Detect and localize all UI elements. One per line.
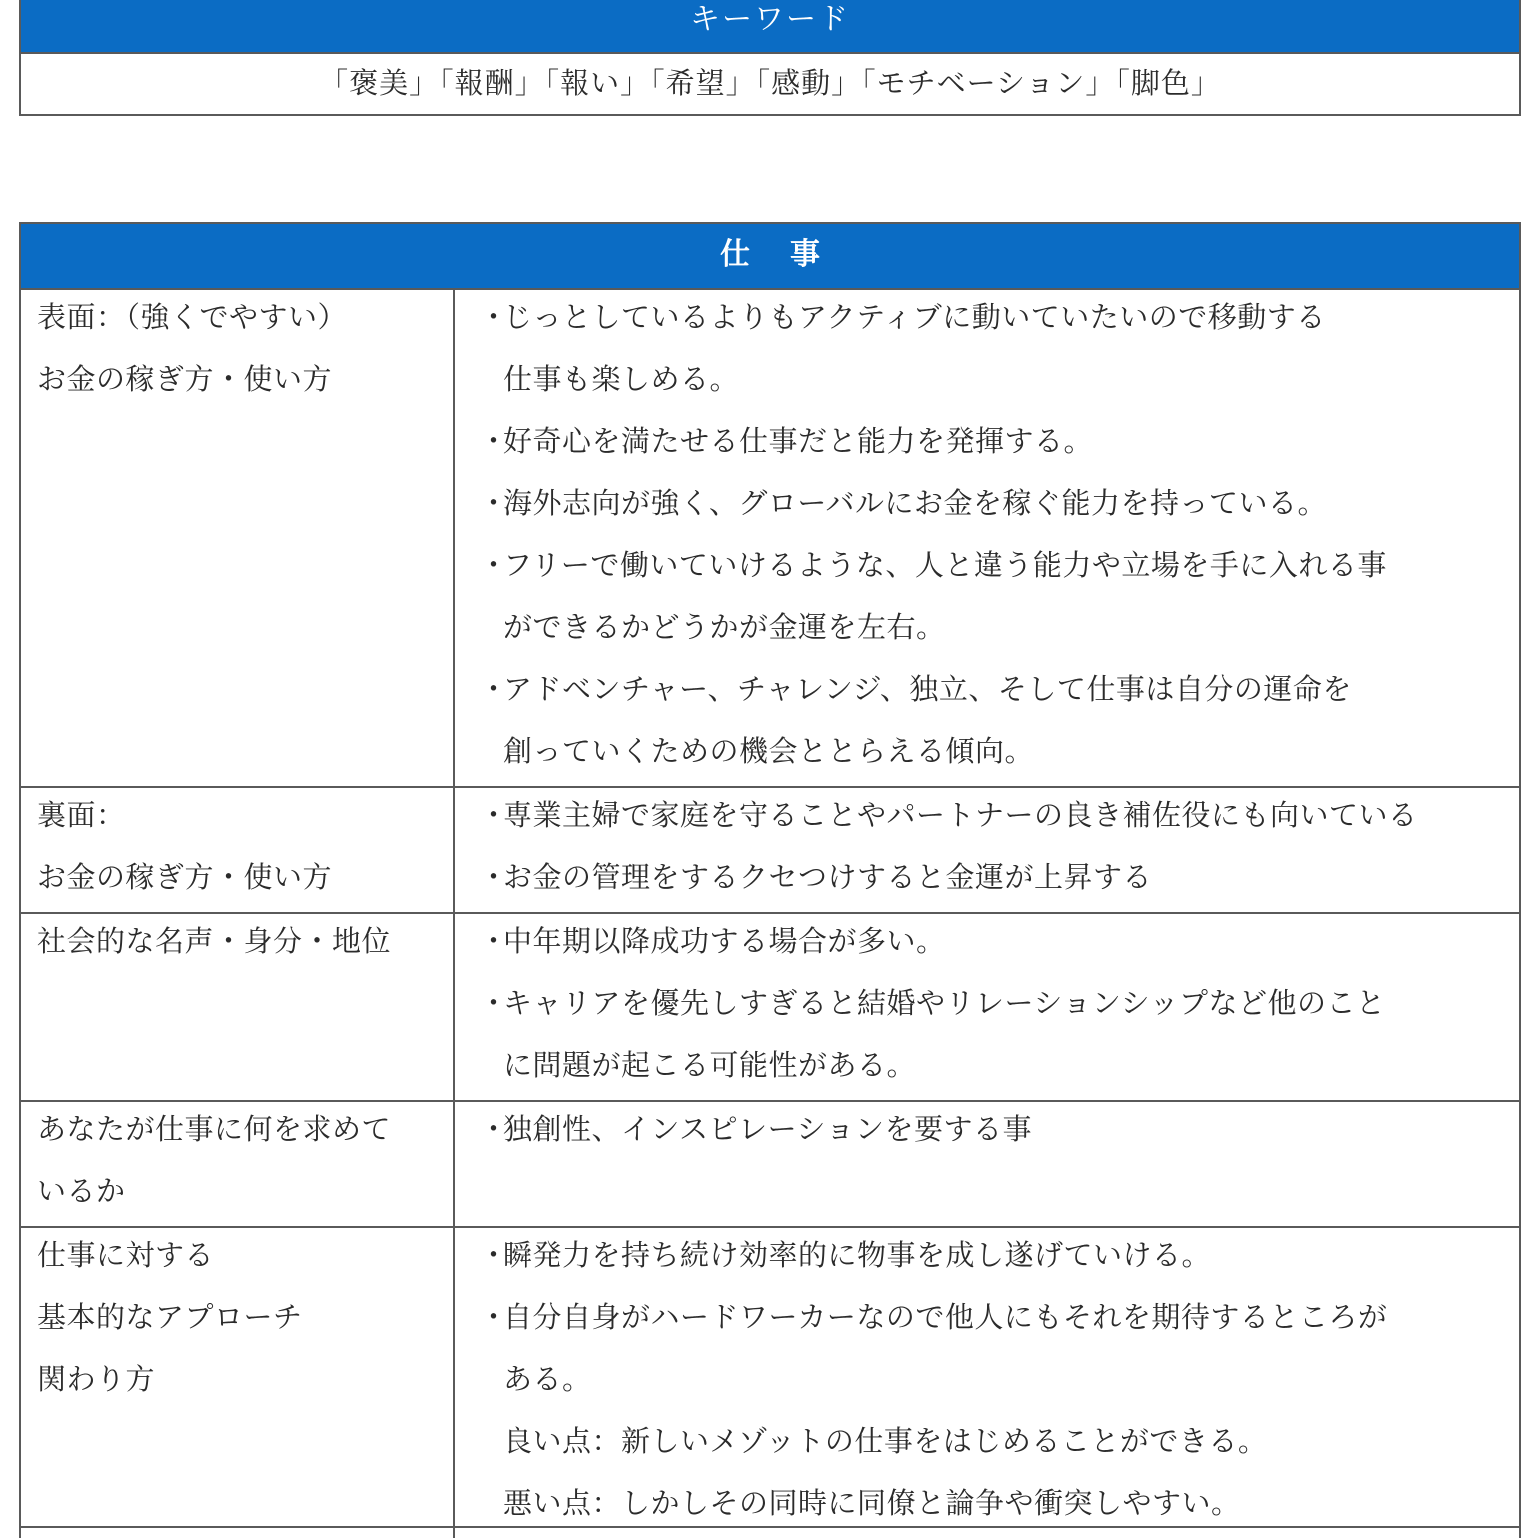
row-content-line bbox=[479, 1228, 1519, 1290]
row-content-line bbox=[479, 850, 1519, 912]
row-content-text: じっとしているよりもアクティブに動いていたいので移動する bbox=[503, 300, 1326, 334]
row-content-cell bbox=[455, 290, 1519, 786]
row-label-text: 関わり方 bbox=[37, 1362, 156, 1396]
table-row bbox=[21, 288, 1519, 786]
table-row bbox=[21, 912, 1519, 1100]
row-content-text: 仕事も楽しめる。 bbox=[503, 362, 740, 396]
row-content-line bbox=[479, 1414, 1519, 1476]
work-table-body bbox=[21, 288, 1519, 1538]
row-content-line bbox=[479, 1290, 1519, 1352]
row-content-line bbox=[479, 1102, 1519, 1164]
row-label-text: 裏面： bbox=[37, 798, 126, 832]
row-content-text: 独創性、インスピレーションを要する事 bbox=[503, 1112, 1032, 1146]
row-content-text: フリーで働いていけるような、人と違う能力や立場を手に入れる事 bbox=[503, 548, 1387, 582]
row-content-cell bbox=[455, 914, 1519, 1100]
keyword-table bbox=[19, 0, 1521, 116]
row-content-text: 瞬発力を持ち続け効率的に物事を成し遂げていける。 bbox=[503, 1238, 1212, 1272]
row-content-text: に問題が起こる可能性がある。 bbox=[503, 1048, 917, 1082]
row-content-line bbox=[479, 976, 1519, 1038]
row-content-line bbox=[479, 1038, 1519, 1100]
bullet-marker: ・ bbox=[479, 1300, 509, 1334]
row-content-text: キャリアを優先しすぎると結婚やリレーションシップなど他のこと bbox=[503, 986, 1386, 1020]
bullet-marker: ・ bbox=[479, 672, 509, 706]
row-label-cell bbox=[21, 1102, 455, 1226]
keyword-table-header: キーワード bbox=[21, 0, 1519, 52]
row-content-text: お金の管理をするクセつけすると金運が上昇する bbox=[503, 860, 1153, 894]
table-row bbox=[21, 1100, 1519, 1226]
row-label-text: お金の稼ぎ方・使い方 bbox=[37, 362, 333, 396]
bullet-marker: ・ bbox=[479, 300, 509, 334]
row-content-line bbox=[479, 788, 1519, 850]
row-label-text: 基本的なアプローチ bbox=[37, 1300, 303, 1334]
table-column-divider-stub bbox=[453, 1526, 455, 1536]
table-row bbox=[21, 786, 1519, 912]
row-label-text: いるか bbox=[37, 1174, 126, 1208]
bullet-marker: ・ bbox=[479, 486, 509, 520]
row-label-cell bbox=[21, 290, 455, 786]
row-content-line bbox=[479, 476, 1519, 538]
keyword-list: 「褒美」「報酬」「報い」「希望」「感動」「モチベーション」「脚色」 bbox=[21, 52, 1519, 114]
row-content-text: 海外志向が強く、グローバルにお金を稼ぐ能力を持っている。 bbox=[503, 486, 1327, 520]
row-content-line bbox=[479, 724, 1519, 786]
bullet-marker: ・ bbox=[479, 860, 509, 894]
row-content-line bbox=[479, 662, 1519, 724]
row-content-text: 悪い点：しかしその同時に同僚と論争や衝突しやすい。 bbox=[503, 1486, 1241, 1520]
row-content-line bbox=[479, 538, 1519, 600]
row-content-text: 良い点：新しいメゾットの仕事をはじめることができる。 bbox=[503, 1424, 1268, 1458]
row-content-line bbox=[479, 414, 1519, 476]
row-content-text: アドベンチャー、チャレンジ、独立、そして仕事は自分の運命を bbox=[503, 672, 1352, 706]
work-table bbox=[19, 222, 1521, 1538]
row-content-cell bbox=[455, 1228, 1519, 1538]
row-content-line bbox=[479, 290, 1519, 352]
table-bottom-border bbox=[19, 1526, 1521, 1528]
table-row bbox=[21, 1226, 1519, 1538]
row-content-line bbox=[479, 600, 1519, 662]
row-label-cell bbox=[21, 914, 455, 1100]
row-label-text: 表面：（強くでやすい） bbox=[37, 300, 348, 334]
bullet-marker: ・ bbox=[479, 1112, 509, 1146]
row-content-cell bbox=[455, 788, 1519, 912]
row-content-text: 創っていくための機会ととらえる傾向。 bbox=[503, 734, 1035, 768]
bullet-marker: ・ bbox=[479, 548, 509, 582]
bullet-marker: ・ bbox=[479, 1238, 509, 1272]
row-label-text: お金の稼ぎ方・使い方 bbox=[37, 860, 333, 894]
work-table-header: 仕事 bbox=[21, 224, 1519, 288]
row-content-line bbox=[479, 1352, 1519, 1414]
row-label-text: 社会的な名声・身分・地位 bbox=[37, 924, 392, 958]
row-label-cell bbox=[21, 788, 455, 912]
row-content-text: 好奇心を満たせる仕事だと能力を発揮する。 bbox=[503, 424, 1094, 458]
row-label-text: 仕事に対する bbox=[37, 1238, 215, 1272]
row-label-text: あなたが仕事に何を求めて bbox=[37, 1112, 392, 1146]
row-content-line bbox=[479, 352, 1519, 414]
bullet-marker: ・ bbox=[479, 424, 509, 458]
row-label-cell bbox=[21, 1228, 455, 1538]
bullet-marker: ・ bbox=[479, 798, 509, 832]
row-content-text: 専業主婦で家庭を守ることやパートナーの良き補佐役にも向いている bbox=[503, 798, 1418, 832]
row-content-text: ができるかどうかが金運を左右。 bbox=[503, 610, 946, 644]
bullet-marker: ・ bbox=[479, 986, 509, 1020]
row-content-text: 自分自身がハードワーカーなので他人にもそれを期待するところが bbox=[503, 1300, 1388, 1334]
row-content-text: 中年期以降成功する場合が多い。 bbox=[503, 924, 946, 958]
row-content-text: ある。 bbox=[503, 1362, 592, 1396]
row-content-cell bbox=[455, 1102, 1519, 1226]
row-content-line bbox=[479, 914, 1519, 976]
row-content-line bbox=[479, 1476, 1519, 1538]
bullet-marker: ・ bbox=[479, 924, 509, 958]
